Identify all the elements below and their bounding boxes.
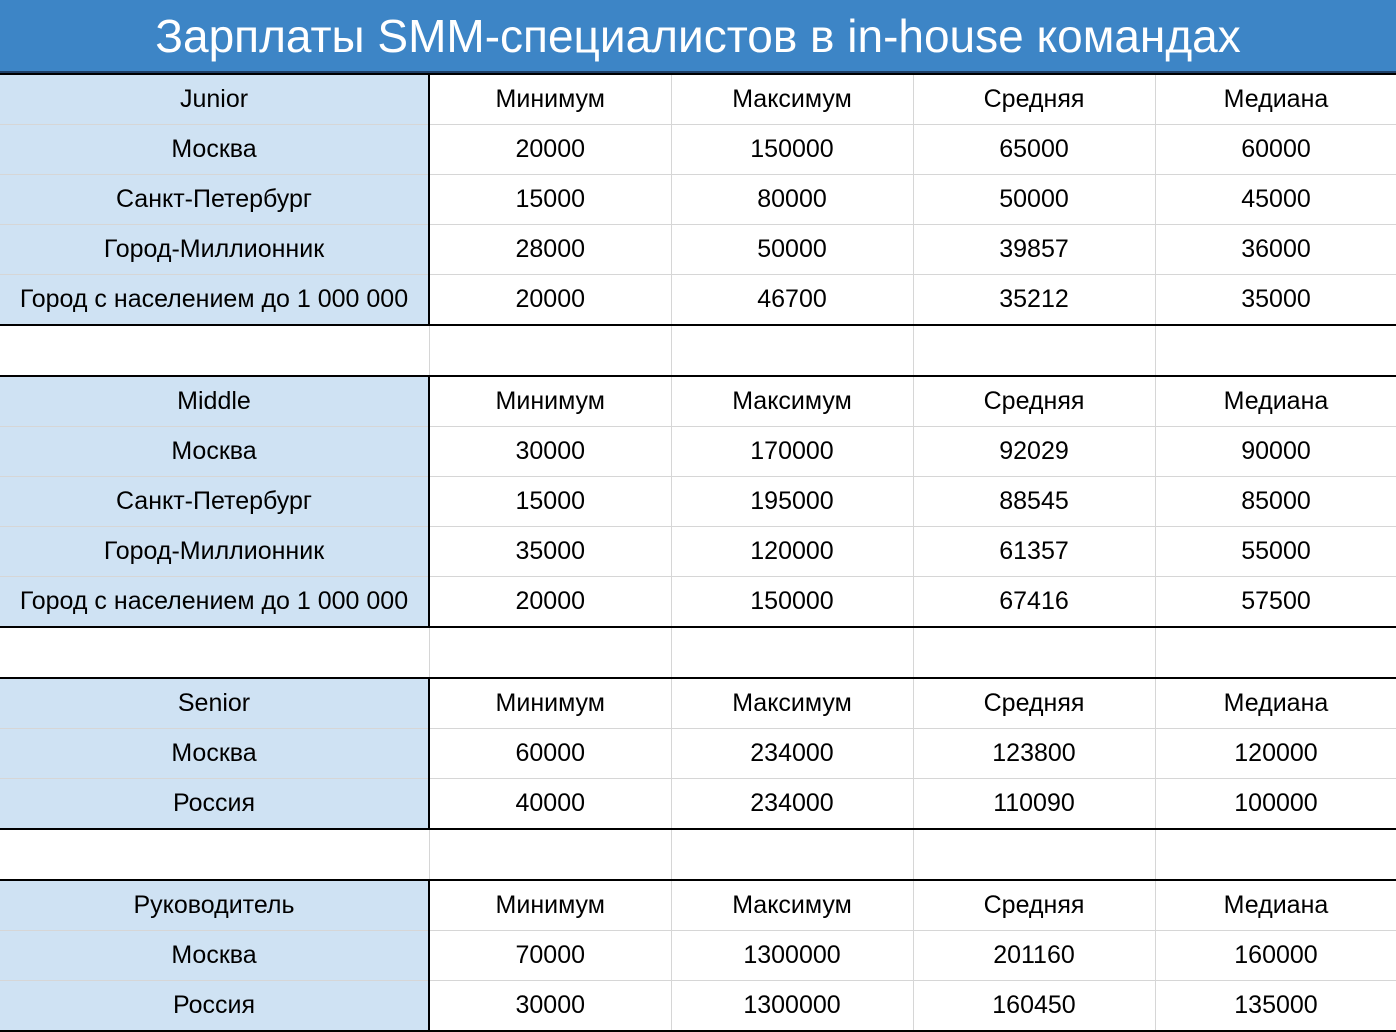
value-cell: 135000 <box>1155 981 1396 1032</box>
city-label: Санкт-Петербург <box>0 175 429 225</box>
spacer-row <box>0 829 1396 880</box>
level-label: Middle <box>0 376 429 427</box>
value-cell: 60000 <box>1155 125 1396 175</box>
value-cell: 55000 <box>1155 527 1396 577</box>
value-cell: 39857 <box>913 225 1155 275</box>
value-cell: 35212 <box>913 275 1155 326</box>
column-header: Медиана <box>1155 880 1396 931</box>
city-label: Россия <box>0 779 429 830</box>
column-header: Средняя <box>913 376 1155 427</box>
city-label: Москва <box>0 427 429 477</box>
table-row <box>0 275 1396 326</box>
column-header: Минимум <box>429 880 671 931</box>
value-cell: 100000 <box>1155 779 1396 830</box>
column-header: Минимум <box>429 74 671 125</box>
section-header-row <box>0 376 1396 427</box>
column-header: Максимум <box>671 678 913 729</box>
section-header-row <box>0 678 1396 729</box>
value-cell: 234000 <box>671 729 913 779</box>
table-row <box>0 527 1396 577</box>
empty-cell <box>913 627 1155 678</box>
salary-table <box>0 73 1396 1032</box>
empty-cell <box>0 829 429 880</box>
value-cell: 123800 <box>913 729 1155 779</box>
column-header: Максимум <box>671 376 913 427</box>
empty-cell <box>429 325 671 376</box>
empty-cell <box>671 325 913 376</box>
value-cell: 20000 <box>429 275 671 326</box>
value-cell: 201160 <box>913 931 1155 981</box>
value-cell: 36000 <box>1155 225 1396 275</box>
value-cell: 61357 <box>913 527 1155 577</box>
value-cell: 195000 <box>671 477 913 527</box>
city-label: Город с населением до 1 000 000 <box>0 577 429 628</box>
spacer-row <box>0 627 1396 678</box>
value-cell: 150000 <box>671 125 913 175</box>
value-cell: 1300000 <box>671 981 913 1032</box>
column-header: Максимум <box>671 880 913 931</box>
table-row <box>0 779 1396 830</box>
value-cell: 45000 <box>1155 175 1396 225</box>
value-cell: 88545 <box>913 477 1155 527</box>
value-cell: 120000 <box>1155 729 1396 779</box>
value-cell: 35000 <box>1155 275 1396 326</box>
city-label: Санкт-Петербург <box>0 477 429 527</box>
value-cell: 15000 <box>429 175 671 225</box>
table-row <box>0 427 1396 477</box>
value-cell: 92029 <box>913 427 1155 477</box>
section-header-row <box>0 74 1396 125</box>
value-cell: 120000 <box>671 527 913 577</box>
column-header: Медиана <box>1155 376 1396 427</box>
value-cell: 70000 <box>429 931 671 981</box>
table-row <box>0 577 1396 628</box>
column-header: Максимум <box>671 74 913 125</box>
value-cell: 40000 <box>429 779 671 830</box>
column-header: Медиана <box>1155 74 1396 125</box>
column-header: Средняя <box>913 74 1155 125</box>
empty-cell <box>429 627 671 678</box>
column-header: Средняя <box>913 678 1155 729</box>
value-cell: 46700 <box>671 275 913 326</box>
spacer-row <box>0 325 1396 376</box>
value-cell: 150000 <box>671 577 913 628</box>
value-cell: 90000 <box>1155 427 1396 477</box>
value-cell: 30000 <box>429 981 671 1032</box>
column-header: Минимум <box>429 678 671 729</box>
empty-cell <box>671 627 913 678</box>
table-row <box>0 981 1396 1032</box>
value-cell: 28000 <box>429 225 671 275</box>
column-header: Минимум <box>429 376 671 427</box>
column-header: Медиана <box>1155 678 1396 729</box>
city-label: Город-Миллионник <box>0 225 429 275</box>
empty-cell <box>1155 325 1396 376</box>
table-row <box>0 175 1396 225</box>
empty-cell <box>671 829 913 880</box>
value-cell: 57500 <box>1155 577 1396 628</box>
value-cell: 234000 <box>671 779 913 830</box>
city-label: Москва <box>0 931 429 981</box>
value-cell: 65000 <box>913 125 1155 175</box>
table-row <box>0 125 1396 175</box>
value-cell: 35000 <box>429 527 671 577</box>
value-cell: 15000 <box>429 477 671 527</box>
city-label: Москва <box>0 729 429 779</box>
table-row <box>0 931 1396 981</box>
value-cell: 1300000 <box>671 931 913 981</box>
value-cell: 160000 <box>1155 931 1396 981</box>
value-cell: 30000 <box>429 427 671 477</box>
empty-cell <box>429 829 671 880</box>
value-cell: 50000 <box>913 175 1155 225</box>
value-cell: 160450 <box>913 981 1155 1032</box>
empty-cell <box>1155 829 1396 880</box>
level-label: Junior <box>0 74 429 125</box>
value-cell: 80000 <box>671 175 913 225</box>
value-cell: 50000 <box>671 225 913 275</box>
value-cell: 60000 <box>429 729 671 779</box>
city-label: Город-Миллионник <box>0 527 429 577</box>
table-row <box>0 729 1396 779</box>
empty-cell <box>913 325 1155 376</box>
level-label: Senior <box>0 678 429 729</box>
value-cell: 110090 <box>913 779 1155 830</box>
city-label: Россия <box>0 981 429 1032</box>
level-label: Руководитель <box>0 880 429 931</box>
value-cell: 20000 <box>429 577 671 628</box>
section-header-row <box>0 880 1396 931</box>
value-cell: 85000 <box>1155 477 1396 527</box>
value-cell: 20000 <box>429 125 671 175</box>
empty-cell <box>0 627 429 678</box>
empty-cell <box>0 325 429 376</box>
city-label: Москва <box>0 125 429 175</box>
empty-cell <box>913 829 1155 880</box>
value-cell: 67416 <box>913 577 1155 628</box>
column-header: Средняя <box>913 880 1155 931</box>
table-row <box>0 477 1396 527</box>
empty-cell <box>1155 627 1396 678</box>
table-row <box>0 225 1396 275</box>
page-title: Зарплаты SMM-специалистов в in-house командах <box>0 0 1396 73</box>
value-cell: 170000 <box>671 427 913 477</box>
city-label: Город с населением до 1 000 000 <box>0 275 429 326</box>
